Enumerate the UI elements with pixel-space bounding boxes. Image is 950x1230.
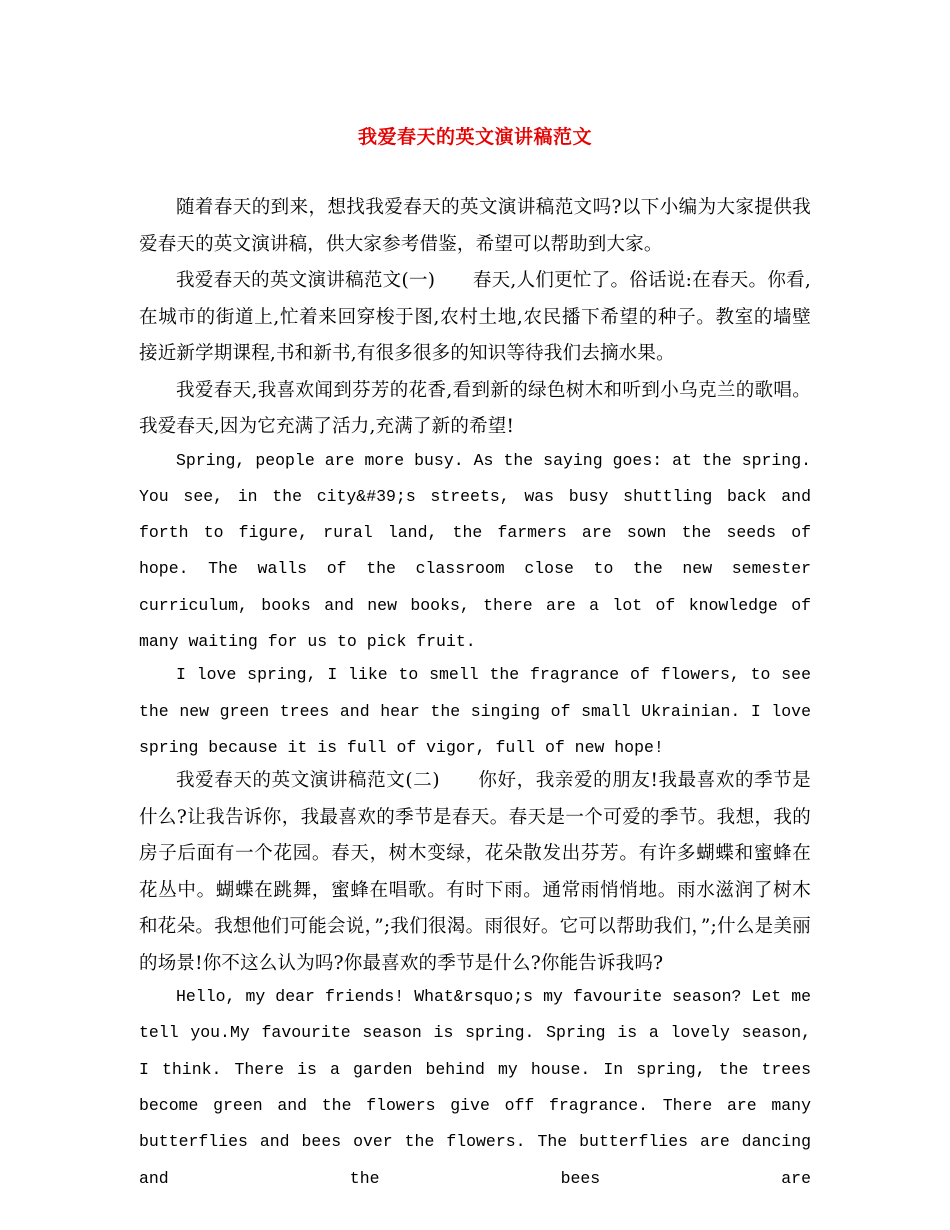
paragraph-intro: 随着春天的到来，想找我爱春天的英文演讲稿范文吗?以下小编为大家提供我爱春天的英文演讲稿，供大家参考借鉴，希望可以帮助到大家。 <box>139 197 811 255</box>
paragraph-speech-one-en: Spring, people are more busy. As the saying goes: at the spring. You see, in the city&#39;s streets, was busy shuttling back and forth to figure, rural land, the farmers are sown the seeds of hope. The walls of the classroom close to the new semester curriculum, books and new books, there are a lot of knowledge of many waiting for us to pick fruit. <box>139 450 811 651</box>
paragraph-speech-two-cn: 我爱春天的英文演讲稿范文(二) 你好，我亲爱的朋友!我最喜欢的季节是什么?让我告诉你，我最喜欢的季节是春天。春天是一个可爱的季节。我想，我的房子后面有一个花园。春天，树木变绿，花朵散发出芬芳。有许多蝴蝶和蜜蜂在花丛中。蝴蝶在跳舞，蜜蜂在唱歌。有时下雨。通常雨悄悄地。雨水滋润了树木和花朵。我想他们可能会说，”;我们很渴。雨很好。它可以帮助我们，”;什么是美丽的场景!你不这么认为吗?你最喜欢的季节是什么?你能告诉我吗? <box>139 770 811 974</box>
document-title: 我爱春天的英文演讲稿范文 <box>357 126 592 148</box>
paragraph-speech-two-en: Hello, my dear friends! What&rsquo;s my favourite season? Let me tell you.My favourite season is spring. Spring is a lovely season, I think. There is a garden behind my house. In spring, the trees become green and the flowers give off fragrance. There are many butterflies and bees over the flowers. The butterflies are dancing and the bees are <box>139 987 811 1188</box>
paragraph-speech-one-cn: 我爱春天的英文演讲稿范文(一) 春天,人们更忙了。俗话说:在春天。你看,在城市的街道上,忙着来回穿梭于图,农村土地,农民播下希望的种子。教室的墙壁接近新学期课程,书和新书,有很多很多的知识等待我们去摘水果。 <box>139 270 811 364</box>
paragraph-love-spring-en: I love spring, I like to smell the fragrance of flowers, to see the new green trees and hear the singing of small Ukrainian. I love spring because it is full of vigor, full of new hope! <box>139 665 811 757</box>
document-body <box>139 190 811 1194</box>
paragraph-love-spring-cn: 我爱春天,我喜欢闻到芬芳的花香,看到新的绿色树木和听到小乌克兰的歌唱。我爱春天,因为它充满了活力,充满了新的希望! <box>139 379 811 437</box>
